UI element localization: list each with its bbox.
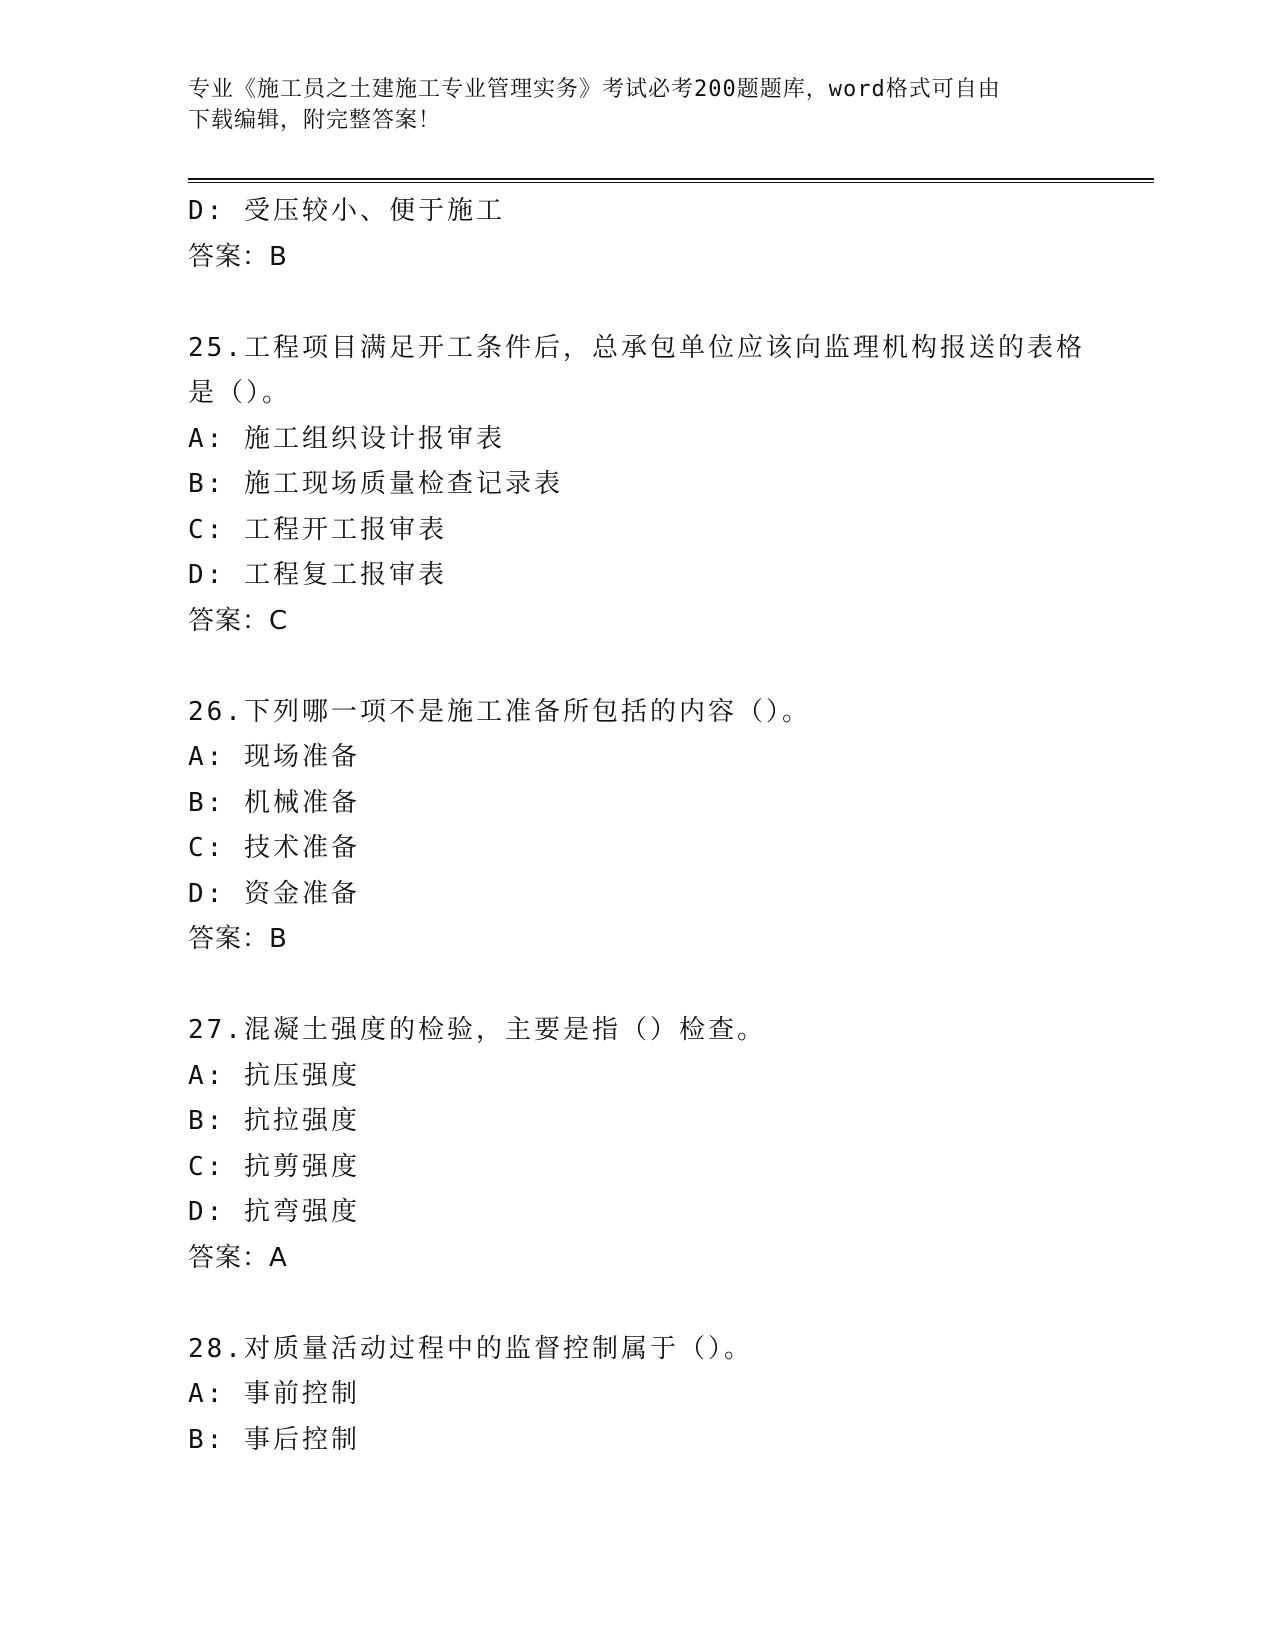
question-25-answer: 答案：C	[188, 605, 289, 636]
question-26-option-a: A: 现场准备	[188, 742, 360, 772]
header-divider	[188, 178, 1154, 183]
document-header	[188, 74, 1088, 136]
question-27-option-b: B: 抗拉强度	[188, 1106, 360, 1136]
question-27-option-d: D: 抗弯强度	[188, 1197, 360, 1227]
question-28-text: 28.对质量活动过程中的监督控制属于（）。	[188, 1333, 753, 1364]
spacer	[188, 280, 1088, 326]
question-25-option-c: C: 工程开工报审表	[188, 514, 447, 545]
question-list	[188, 189, 1088, 1463]
question-25-text-line-1: 25.工程项目满足开工条件后，总承包单位应该向监理机构报送的表格	[188, 332, 1085, 363]
question-28-option-b: B: 事后控制	[188, 1424, 360, 1455]
question-27-option-c: C: 抗剪强度	[188, 1151, 360, 1182]
question-28-option-a: A: 事前控制	[188, 1379, 360, 1409]
question-26-text: 26.下列哪一项不是施工准备所包括的内容（）。	[188, 696, 811, 727]
question-26-option-c: C: 技术准备	[188, 833, 360, 863]
header-line-2: 下载编辑，附完整答案！	[188, 108, 442, 133]
header-line-1: 专业《施工员之土建施工专业管理实务》考试必考200题题库，word格式可自由	[188, 77, 1001, 102]
question-26-option-b: B: 机械准备	[188, 787, 360, 818]
question-26-answer: 答案：B	[188, 924, 288, 954]
spacer	[188, 644, 1088, 690]
question-25-text-line-2: 是（）。	[188, 378, 292, 408]
question-25-option-b: B: 施工现场质量检查记录表	[188, 469, 563, 499]
spacer	[188, 1281, 1088, 1327]
answer: 答案：B	[188, 241, 288, 272]
question-26-option-d: D: 资金准备	[188, 878, 360, 909]
question-25-option-a: A: 施工组织设计报审表	[188, 423, 505, 454]
question-27-answer: 答案：A	[188, 1242, 288, 1273]
question-27-text: 27.混凝土强度的检验，主要是指（）检查。	[188, 1015, 766, 1045]
spacer	[188, 963, 1088, 1009]
question-27-option-a: A: 抗压强度	[188, 1060, 360, 1091]
question-25-option-d: D: 工程复工报审表	[188, 560, 447, 590]
option-d: D: 受压较小、便于施工	[188, 196, 505, 226]
